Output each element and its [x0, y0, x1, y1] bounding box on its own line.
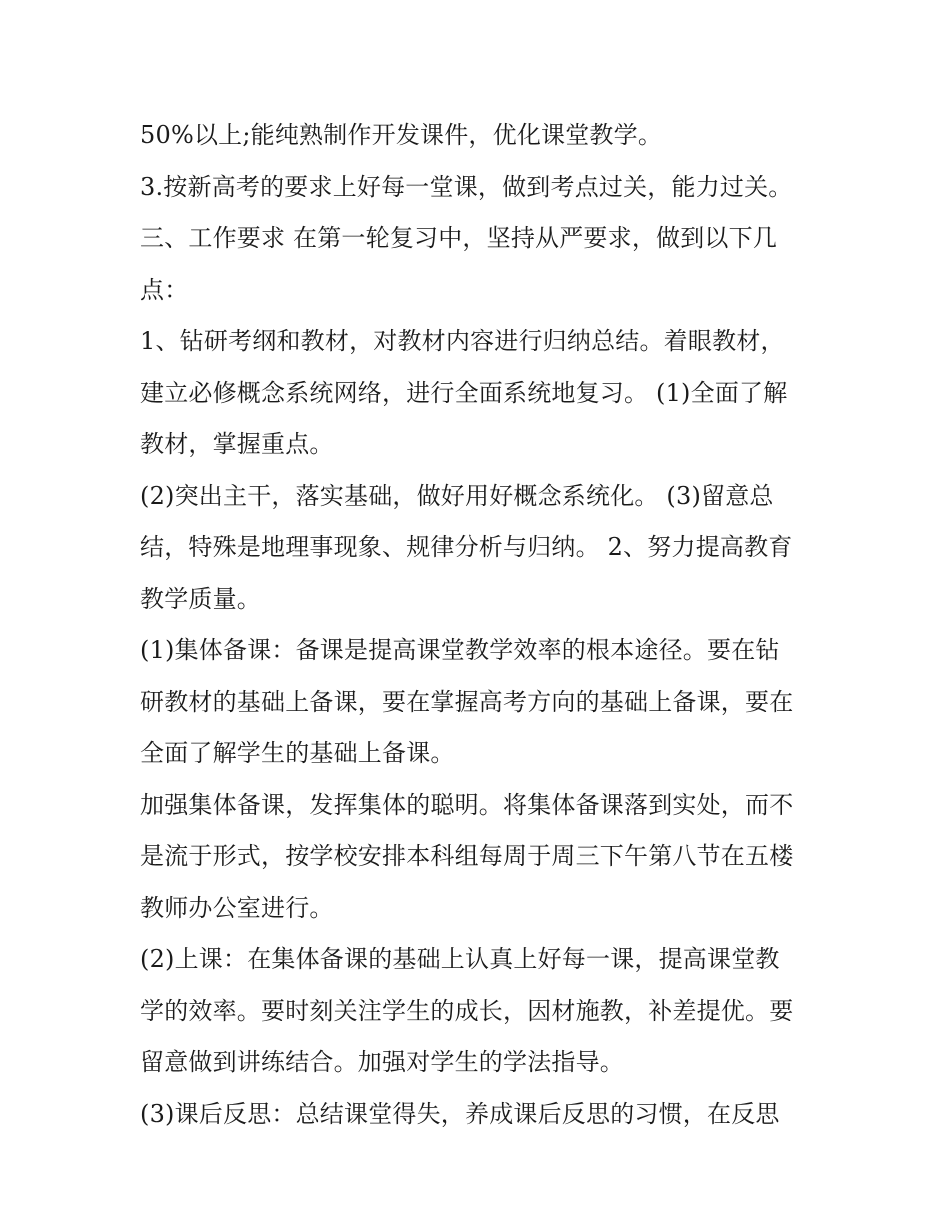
text-line: 研教材的基础上备课，要在掌握高考方向的基础上备课，要在 [140, 687, 794, 716]
text-line: 全面了解学生的基础上备课。 [140, 739, 455, 767]
text-line: 加强集体备课，发挥集体的聪明。将集体备课落到实处，而不 [140, 790, 794, 819]
text-line: 点： [140, 275, 189, 304]
text-line: 1、钻研考纲和教材，对教材内容进行归纳总结。着眼教材， [140, 327, 785, 355]
text-line: 建立必修概念系统网络，进行全面系统地复习。 (1)全面了解 [140, 378, 788, 407]
text-line: 3.按新高考的要求上好每一堂课，做到考点过关，能力过关。 [140, 172, 793, 201]
text-line: 教材，掌握重点。 [140, 430, 334, 458]
text-line: 结，特殊是地理事现象、规律分析与归纳。 2、努力提高教育 [140, 533, 793, 561]
text-line: 学的效率。要时刻关注学生的成长，因材施教，补差提优。要 [140, 996, 794, 1025]
text-line: 教师办公室进行。 [140, 893, 334, 922]
text-line: (2)突出主干，落实基础，做好用好概念系统化。 (3)留意总 [140, 481, 774, 510]
text-line: (3)课后反思：总结课堂得失，养成课后反思的习惯，在反思 [140, 1099, 780, 1128]
text-line: 教学质量。 [140, 584, 261, 613]
document-body [140, 110, 820, 1140]
text-line: 是流于形式，按学校安排本科组每周于周三下午第八节在五楼 [140, 842, 794, 870]
text-line: 留意做到讲练结合。加强对学生的学法指导。 [140, 1048, 624, 1076]
text-line: 三、工作要求 在第一轮复习中，坚持从严要求，做到以下几 [140, 224, 778, 252]
text-line: (1)集体备课：备课是提高课堂教学效率的根本途径。要在钻 [140, 636, 780, 664]
text-line: (2)上课：在集体备课的基础上认真上好每一课，提高课堂教 [140, 945, 780, 973]
text-line: 50%以上;能纯熟制作开发课件，优化课堂教学。 [140, 121, 663, 149]
